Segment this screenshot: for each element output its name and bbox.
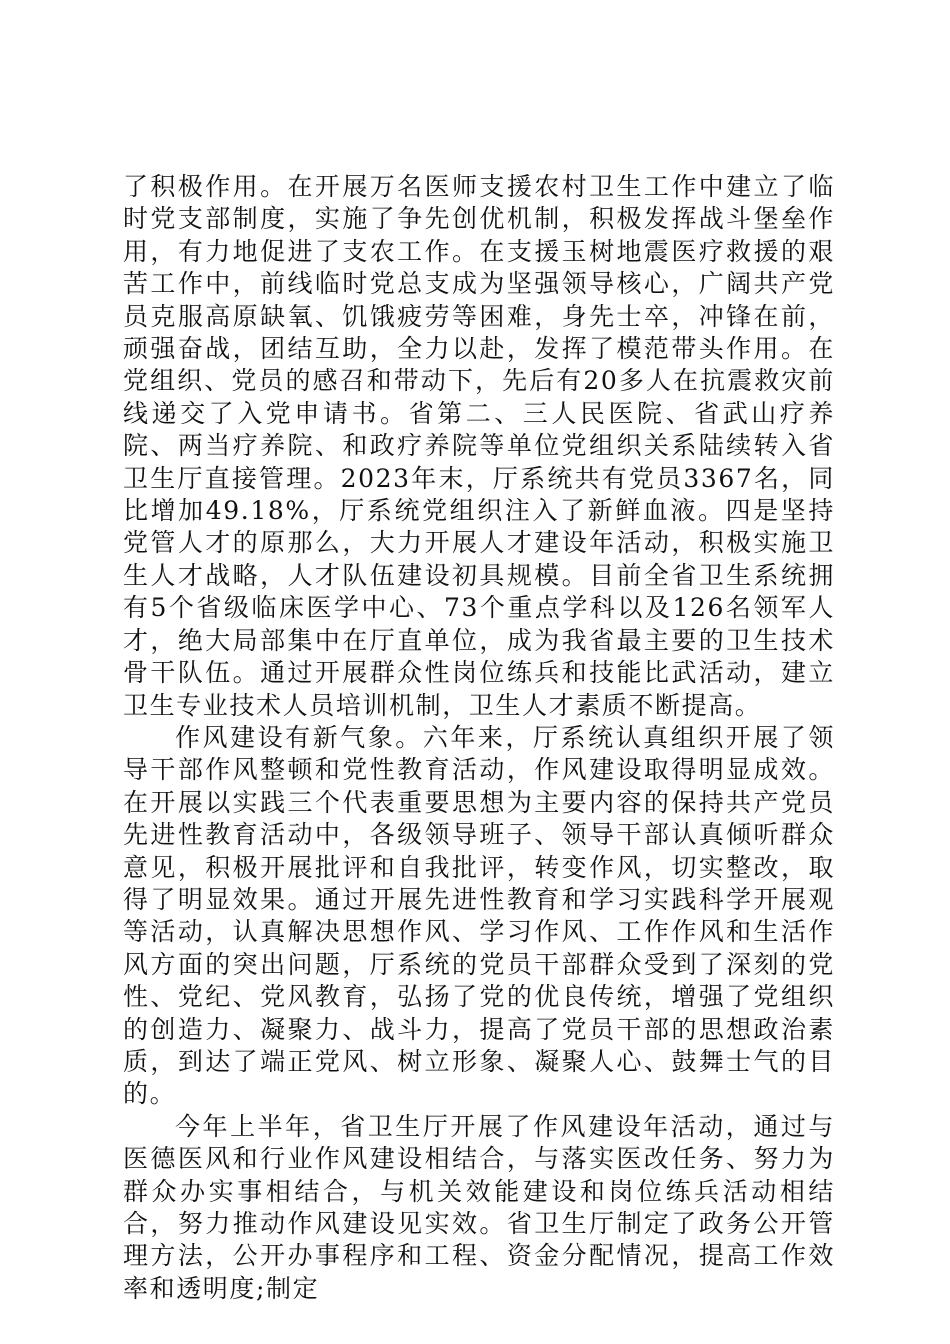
paragraph-continuation: 了积极作用。在开展万名医师支援农村卫生工作中建立了临时党支部制度，实施了争先创优机制，积极发挥战斗堡垒作用，有力地促进了支农工作。在支援玉树地震医疗救援的艰苦工作中，前线临时党总支成为坚强领导核心，广阔共产党员克服高原缺氧、饥饿疲劳等困难，身先士卒，冲锋在前，顽强奋战，团结互助，全力以赴，发挥了模范带头作用。在党组织、党员的感召和带动下，先后有20多人在抗震救灾前线递交了入党申请书。省第二、三人民医院、省武山疗养院、两当疗养院、和政疗养院等单位党组织关系陆续转入省卫生厅直接管理。2023年末，厅系统共有党员3367名，同比增加49.18%，厅系统党组织注入了新鲜血液。四是坚持党管人才的原那么，大力开展人才建设年活动，积极实施卫生人才战略，人才队伍建设初具规模。目前全省卫生系统拥有5个省级临床医学中心、73个重点学科以及126名领军人才，绝大局部集中在厅直单位，成为我省最主要的卫生技术骨干队伍。通过开展群众性岗位练兵和技能比武活动，建立卫生专业技术人员培训机制，卫生人才素质不断提高。 [123,172,835,720]
body-text [123,171,835,1305]
paragraph-first-half-year: 今年上半年，省卫生厅开展了作风建设年活动，通过与医德医风和行业作风建设相结合，与落实医改任务、努力为群众办实事相结合，与机关效能建设和岗位练兵活动相结合，努力推动作风建设见实效。省卫生厅制定了政务公开管理方法，公开办事程序和工程、资金分配情况，提高工作效率和透明度;制定 [123,1111,835,1303]
paragraph-work-style: 作风建设有新气象。六年来，厅系统认真组织开展了领导干部作风整顿和党性教育活动，作风建设取得明显成效。在开展以实践三个代表重要思想为主要内容的保持共产党员先进性教育活动中，各级领导班子、领导干部认真倾听群众意见，积极开展批评和自我批评，转变作风，切实整改，取得了明显效果。通过开展先进性教育和学习实践科学开展观等活动，认真解决思想作风、学习作风、工作作风和生活作风方面的突出问题，厅系统的党员干部群众受到了深刻的党性、党纪、党风教育，弘扬了党的优良传统，增强了党组织的创造力、凝聚力、战斗力，提高了党员干部的思想政治素质，到达了端正党风、树立形象、凝聚人心、鼓舞士气的目的。 [123,722,835,1109]
